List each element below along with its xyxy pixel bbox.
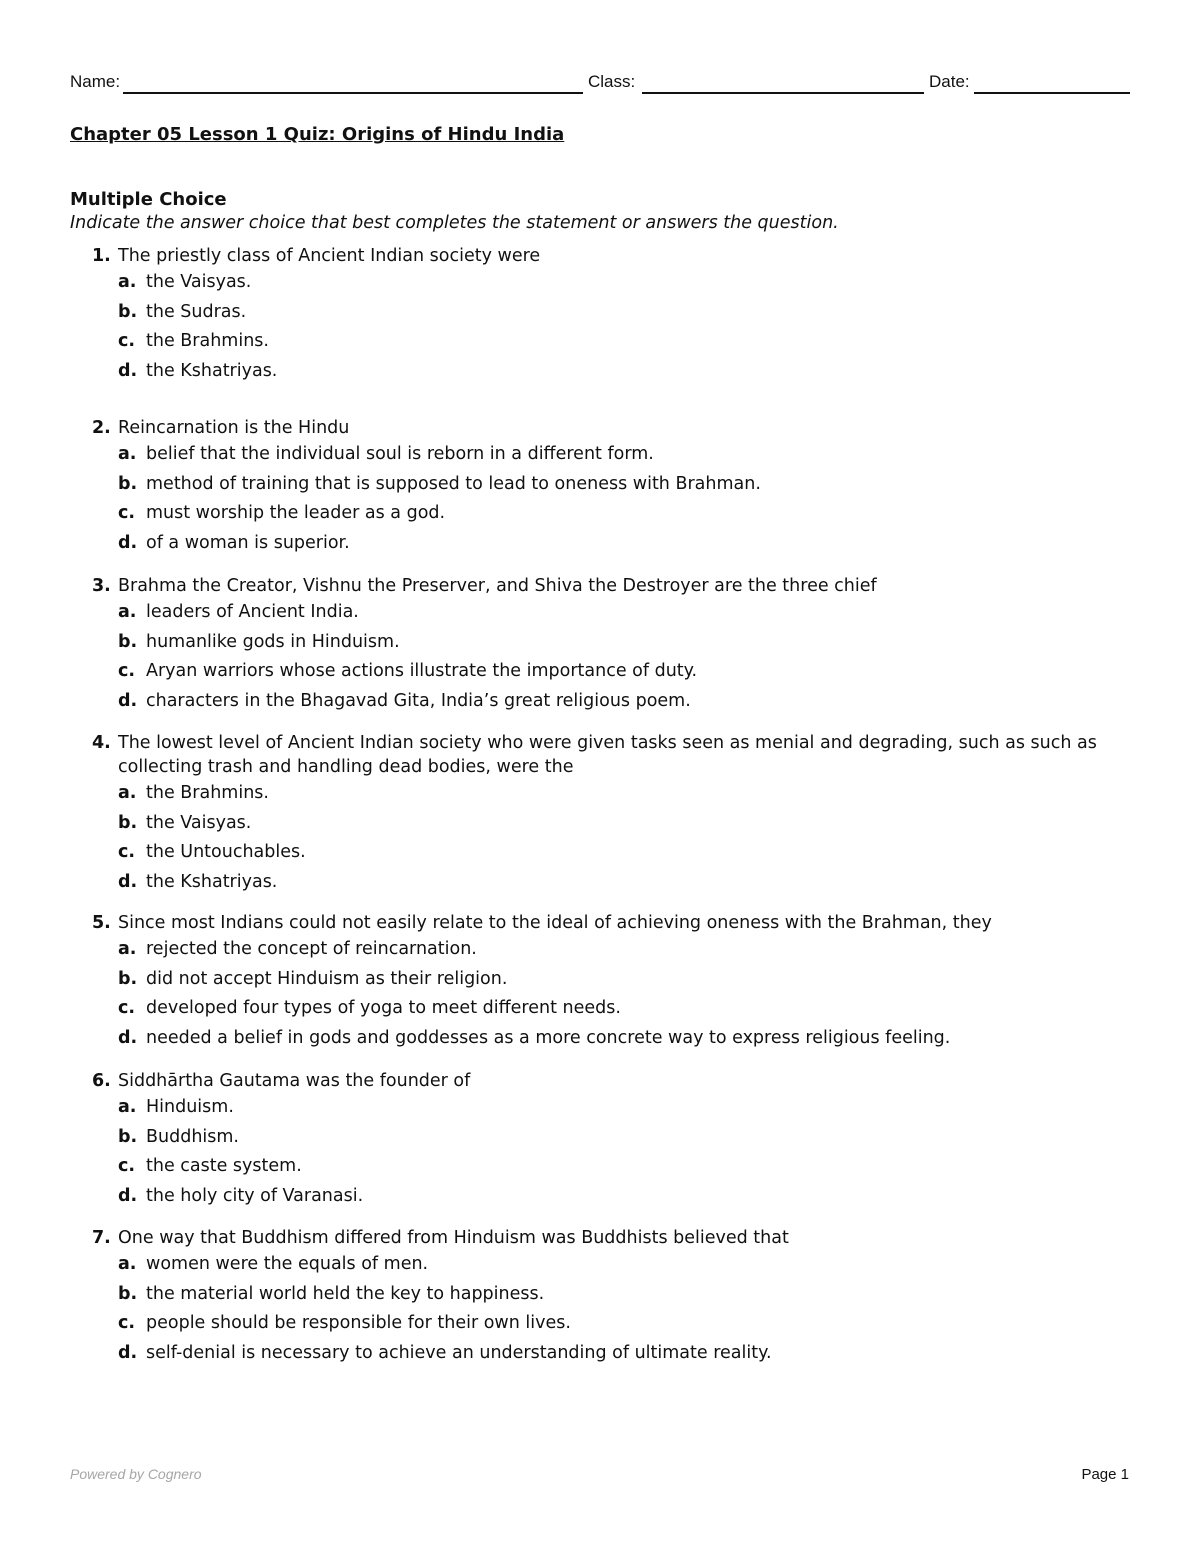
option-text: the Untouchables. bbox=[146, 842, 306, 863]
class-label: Class: bbox=[588, 72, 636, 91]
option-letter: c. bbox=[118, 1156, 136, 1177]
option-letter: d. bbox=[118, 1342, 138, 1363]
date-label: Date: bbox=[929, 72, 970, 91]
question-stem bbox=[92, 1069, 1122, 1093]
option-text: did not accept Hinduism as their religion. bbox=[146, 968, 508, 989]
answer-option-d[interactable] bbox=[92, 529, 1122, 559]
answer-option-d[interactable] bbox=[92, 1182, 1122, 1212]
answer-option-d[interactable] bbox=[92, 1024, 1122, 1054]
answer-option-b[interactable] bbox=[92, 1123, 1122, 1153]
page-number: Page 1 bbox=[1081, 1466, 1129, 1483]
option-letter: a. bbox=[118, 272, 137, 292]
option-letter: b. bbox=[118, 473, 138, 494]
answer-option-b[interactable] bbox=[92, 298, 1122, 328]
answer-option-b[interactable] bbox=[92, 809, 1122, 839]
section-instructions: Indicate the answer choice that best completes the statement or answers the question. bbox=[70, 213, 839, 233]
option-text: the Brahmins. bbox=[146, 331, 269, 352]
question-stem bbox=[92, 1226, 1122, 1250]
answer-option-b[interactable] bbox=[92, 965, 1122, 995]
answer-option-d[interactable] bbox=[92, 868, 1122, 898]
option-letter: d. bbox=[118, 360, 138, 381]
question-number: 5. bbox=[92, 913, 111, 933]
option-letter: b. bbox=[118, 631, 138, 652]
option-text: the caste system. bbox=[146, 1156, 302, 1177]
date-field[interactable] bbox=[974, 92, 1130, 94]
option-text: must worship the leader as a god. bbox=[146, 503, 446, 524]
option-letter: b. bbox=[118, 812, 138, 833]
option-text: women were the equals of men. bbox=[146, 1254, 429, 1274]
option-letter: a. bbox=[118, 939, 137, 959]
name-label: Name: bbox=[70, 72, 121, 91]
question-7 bbox=[92, 1226, 1122, 1368]
answer-option-a[interactable] bbox=[92, 440, 1122, 470]
question-stem bbox=[92, 911, 1122, 935]
answer-option-b[interactable] bbox=[92, 628, 1122, 658]
question-1 bbox=[92, 244, 1122, 386]
answer-option-d[interactable] bbox=[92, 1339, 1122, 1369]
answer-option-b[interactable] bbox=[92, 1280, 1122, 1310]
question-5 bbox=[92, 911, 1122, 1053]
option-text: leaders of Ancient India. bbox=[146, 602, 359, 622]
answer-option-a[interactable] bbox=[92, 1093, 1122, 1123]
answer-option-c[interactable] bbox=[92, 499, 1122, 529]
class-field[interactable] bbox=[642, 92, 924, 94]
answer-option-c[interactable] bbox=[92, 1309, 1122, 1339]
option-text: self-denial is necessary to achieve an understanding of ultimate reality. bbox=[146, 1342, 772, 1363]
question-number: 7. bbox=[92, 1228, 111, 1248]
option-letter: c. bbox=[118, 503, 136, 524]
option-text: people should be responsible for their own lives. bbox=[146, 1313, 571, 1334]
option-letter: c. bbox=[118, 998, 136, 1019]
question-number: 6. bbox=[92, 1071, 111, 1091]
option-letter: c. bbox=[118, 331, 136, 352]
option-letter: d. bbox=[118, 1185, 138, 1206]
option-letter: b. bbox=[118, 301, 138, 322]
answer-option-c[interactable] bbox=[92, 327, 1122, 357]
answer-option-c[interactable] bbox=[92, 1152, 1122, 1182]
option-text: characters in the Bhagavad Gita, India’s great religious poem. bbox=[146, 690, 691, 711]
option-text: the Kshatriyas. bbox=[146, 360, 278, 381]
question-text: Siddhārtha Gautama was the founder of bbox=[118, 1071, 471, 1091]
option-text: method of training that is supposed to lead to oneness with Brahman. bbox=[146, 473, 761, 494]
option-text: Buddhism. bbox=[146, 1126, 239, 1147]
option-text: the Sudras. bbox=[146, 301, 247, 322]
answer-option-c[interactable] bbox=[92, 994, 1122, 1024]
option-text: Hinduism. bbox=[146, 1097, 234, 1117]
question-stem bbox=[92, 244, 1122, 268]
option-letter: a. bbox=[118, 1254, 137, 1274]
option-text: developed four types of yoga to meet different needs. bbox=[146, 998, 621, 1019]
option-text: the Brahmins. bbox=[146, 783, 269, 803]
question-number: 2. bbox=[92, 418, 111, 438]
option-text: needed a belief in gods and goddesses as a more concrete way to express religious feeling. bbox=[146, 1027, 951, 1048]
question-text: One way that Buddhism differed from Hinduism was Buddhists believed that bbox=[118, 1228, 789, 1248]
answer-option-a[interactable] bbox=[92, 935, 1122, 965]
answer-option-a[interactable] bbox=[92, 268, 1122, 298]
answer-option-d[interactable] bbox=[92, 687, 1122, 717]
option-text: Aryan warriors whose actions illustrate the importance of duty. bbox=[146, 661, 698, 682]
option-text: the Vaisyas. bbox=[146, 272, 252, 292]
section-title: Multiple Choice bbox=[70, 189, 227, 210]
question-stem bbox=[92, 731, 1122, 779]
quiz-title: Chapter 05 Lesson 1 Quiz: Origins of Hindu India bbox=[70, 124, 565, 145]
answer-option-b[interactable] bbox=[92, 470, 1122, 500]
option-text: the Vaisyas. bbox=[146, 812, 252, 833]
question-stem bbox=[92, 574, 1122, 598]
option-text: the material world held the key to happiness. bbox=[146, 1283, 545, 1304]
student-info-header bbox=[70, 72, 1130, 98]
option-text: belief that the individual soul is reborn in a different form. bbox=[146, 444, 654, 464]
answer-option-c[interactable] bbox=[92, 838, 1122, 868]
question-2 bbox=[92, 416, 1122, 558]
option-text: the holy city of Varanasi. bbox=[146, 1185, 364, 1206]
option-letter: d. bbox=[118, 1027, 138, 1048]
name-field[interactable] bbox=[123, 92, 583, 94]
question-4 bbox=[92, 731, 1122, 897]
option-letter: b. bbox=[118, 1283, 138, 1304]
question-number: 3. bbox=[92, 576, 111, 596]
option-letter: a. bbox=[118, 602, 137, 622]
option-text: rejected the concept of reincarnation. bbox=[146, 939, 477, 959]
option-letter: c. bbox=[118, 1313, 136, 1334]
question-3 bbox=[92, 574, 1122, 716]
option-letter: d. bbox=[118, 532, 138, 553]
powered-by-footer: Powered by Cognero bbox=[70, 1466, 202, 1482]
option-letter: d. bbox=[118, 690, 138, 711]
option-letter: a. bbox=[118, 783, 137, 803]
option-letter: c. bbox=[118, 842, 136, 863]
answer-option-a[interactable] bbox=[92, 779, 1122, 809]
option-letter: b. bbox=[118, 968, 138, 989]
question-stem bbox=[92, 416, 1122, 440]
question-text: Since most Indians could not easily relate to the ideal of achieving oneness with the Brahman, they bbox=[118, 913, 992, 933]
option-letter: a. bbox=[118, 1097, 137, 1117]
option-text: of a woman is superior. bbox=[146, 532, 350, 553]
option-letter: c. bbox=[118, 661, 136, 682]
question-text: The lowest level of Ancient Indian society who were given tasks seen as menial and degrading, such as such as collecting trash and handling dead bodies, were the bbox=[118, 733, 1097, 777]
answer-option-c[interactable] bbox=[92, 657, 1122, 687]
option-text: humanlike gods in Hinduism. bbox=[146, 631, 400, 652]
option-letter: d. bbox=[118, 871, 138, 892]
question-text: The priestly class of Ancient Indian society were bbox=[118, 246, 541, 266]
option-text: the Kshatriyas. bbox=[146, 871, 278, 892]
question-number: 1. bbox=[92, 246, 111, 266]
question-text: Brahma the Creator, Vishnu the Preserver, and Shiva the Destroyer are the three chief bbox=[118, 576, 877, 596]
option-letter: a. bbox=[118, 444, 137, 464]
question-6 bbox=[92, 1069, 1122, 1211]
answer-option-d[interactable] bbox=[92, 357, 1122, 387]
option-letter: b. bbox=[118, 1126, 138, 1147]
answer-option-a[interactable] bbox=[92, 1250, 1122, 1280]
question-number: 4. bbox=[92, 733, 111, 753]
question-text: Reincarnation is the Hindu bbox=[118, 418, 350, 438]
answer-option-a[interactable] bbox=[92, 598, 1122, 628]
